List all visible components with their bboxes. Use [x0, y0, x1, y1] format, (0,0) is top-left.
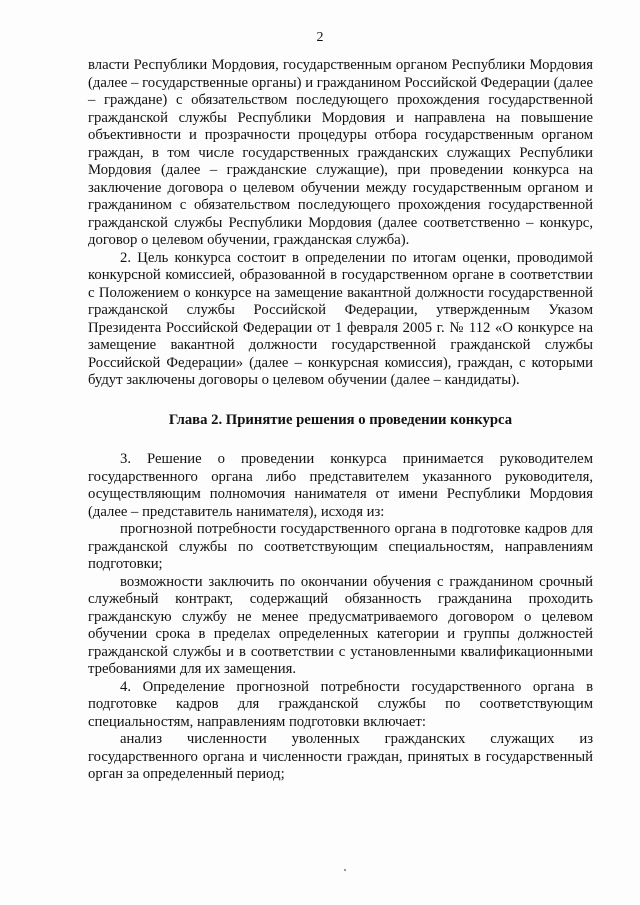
paragraph-continuation: власти Республики Мордовия, государственным органом Республики Мордовия (далее – государственные органы) и гражданином Российской Федерации (далее – граждане) с обязательством последующего прохождения государственной гражданской службы Республики Мордовия и направлена на повышение объективности и прозрачности процедуры отбора государственным органом граждан, в том числе государственных гражданских служащих Республики Мордовия (далее – гражданские служащие), при проведении конкурса на заключение договора о целевом обучении между государственным органом и гражданином с обязательством последующего прохождения государственной гражданской службы Республики Мордовия (далее соответственно – конкурс, договор о целевом обучении, гражданская служба).	[88, 57, 593, 248]
paragraph-4: 4. Определение прогнозной потребности государственного органа в подготовке кадров для гражданской службы по соответствующим специальностям, направлениям подготовки включает:	[88, 678, 593, 730]
paragraph-2: 2. Цель конкурса состоит в определении по итогам оценки, проводимой конкурсной комиссией, образованной в государственном органе в соответствии с Положением о конкурсе на замещение вакантной должности государственной гражданской службы Российской Федерации, утвержденным Указом Президента Российской Федерации от 1 февраля 2005 г. № 112 «О конкурсе на замещение вакантной должности государственной гражданской службы Российской Федерации» (далее – конкурсная комиссия), граждан, с которыми будут заключены договоры о целевом обучении (далее – кандидаты).	[88, 249, 593, 388]
paragraph-4-item-1: анализ численности уволенных гражданских служащих из государственного органа и численности граждан, принятых в государственный орган за определенный период;	[88, 731, 593, 782]
chapter-heading: Глава 2. Принятие решения о проведении конкурса	[168, 411, 513, 428]
paragraph-3-item-1: прогнозной потребности государственного органа в подготовке кадров для гражданской службы по соответствующим специальностям, направлениям подготовки;	[88, 521, 593, 572]
page-number: 2	[316, 30, 324, 45]
document-body	[88, 57, 593, 784]
paragraph-3-item-2: возможности заключить по окончании обучения с гражданином срочный служебный контракт, содержащий обязанность гражданина проходить гражданскую службу не менее предусматриваемого договором о целевом обучении срока в пределах определенных категории и группы должностей гражданской службы и в соответствии с установленными квалификационными требованиями для их замещения.	[88, 573, 593, 677]
scan-dot	[344, 869, 346, 871]
paragraph-3: 3. Решение о проведении конкурса принимается руководителем государственного органа либо представителем указанного руководителя, осуществляющим полномочия нанимателя от имени Республики Мордовия (далее – представитель нанимателя), исходя из:	[88, 451, 593, 520]
